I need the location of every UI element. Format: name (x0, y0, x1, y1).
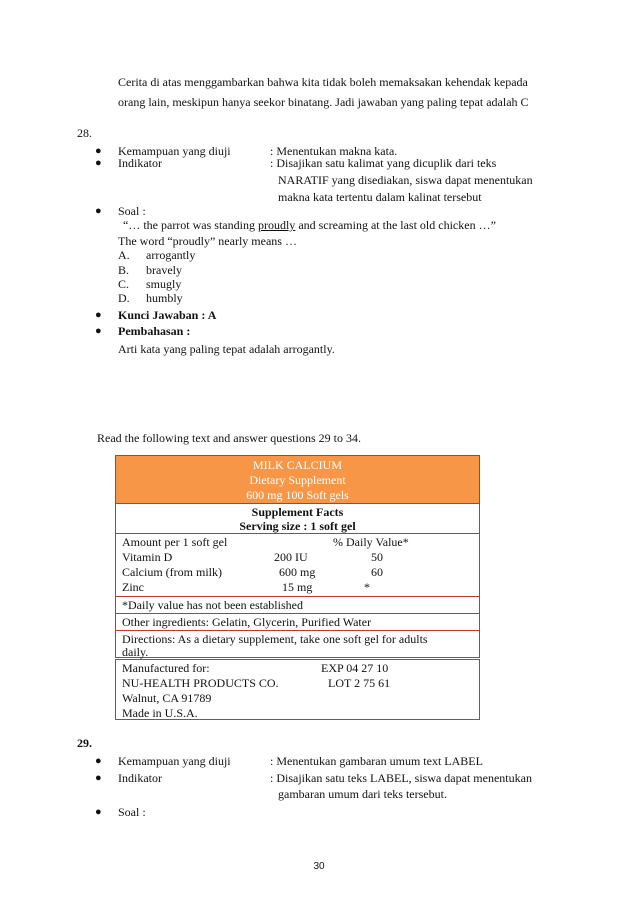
lot-number: LOT 2 75 61 (328, 676, 391, 690)
page-number: 30 (313, 861, 325, 872)
q29-indikator-label: Indikator (118, 771, 162, 785)
q29-indikator-line-2: gambaran umum dari teks tersebut. (278, 787, 447, 801)
bullet-icon: ● (95, 145, 102, 157)
option-letter: D. (118, 291, 130, 305)
daily-value-footnote-row (115, 596, 480, 614)
daily-value-footnote: *Daily value has not been established (122, 598, 303, 612)
question-29-number: 29. (77, 736, 92, 750)
q28-option-b (118, 263, 129, 278)
nutrient-table (115, 533, 480, 597)
q28-soal-label: Soal : (118, 204, 146, 218)
q28-quote (123, 218, 496, 233)
nutrient-name: Zinc (122, 580, 144, 594)
nutrient-amount: 600 mg (279, 565, 316, 579)
q29-soal-label: Soal : (118, 805, 146, 819)
q28-option-d (118, 291, 130, 306)
nutrient-dv: 50 (371, 550, 383, 564)
q28-option-c (118, 277, 129, 292)
q29-kemampuan-label: Kemampuan yang diuji (118, 754, 231, 768)
bullet-icon: ● (95, 157, 102, 169)
manufacturer-row (115, 659, 480, 720)
quote-text-after: and screaming at the last old chicken …” (295, 218, 496, 232)
label-title-2: Dietary Supplement (249, 473, 346, 487)
q28-option-c-text: smugly (146, 277, 182, 291)
q29-indikator-line-1: : Disajikan satu teks LABEL, siswa dapat menentukan (270, 771, 532, 785)
supplement-label (115, 455, 480, 720)
nutrient-dv: 60 (371, 565, 383, 579)
directions-line-1: Directions: As a dietary supplement, take one soft gel for adults (122, 632, 428, 646)
other-ingredients: Other ingredients: Gelatin, Glycerin, Purified Water (122, 615, 372, 629)
option-letter: C. (118, 277, 130, 291)
option-letter: A. (118, 248, 130, 262)
bullet-icon: ● (95, 325, 102, 337)
option-letter: B. (118, 263, 130, 277)
manufactured-for-label: Manufactured for: (122, 661, 210, 675)
bullet-icon: ● (95, 806, 102, 818)
label-title-3: 600 mg 100 Soft gels (246, 488, 349, 502)
q28-question: The word “proudly” nearly means … (118, 234, 297, 248)
directions-row (115, 630, 480, 658)
label-title-1: MILK CALCIUM (253, 458, 342, 472)
bullet-icon: ● (95, 772, 102, 784)
reading-instruction: Read the following text and answer questions 29 to 34. (97, 431, 361, 445)
supplement-facts-title: Supplement Facts (251, 505, 344, 519)
q28-indikator-line-2: NARATIF yang disediakan, siswa dapat menentukan (278, 173, 533, 187)
q28-kunci-jawaban: Kunci Jawaban : A (118, 308, 217, 322)
directions-line-2: daily. (122, 645, 149, 659)
intro-line-2: orang lain, meskipun hanya seekor binatang. Jadi jawaban yang paling tepat adalah C (118, 95, 529, 109)
q28-kemampuan-value: : Menentukan makna kata. (270, 144, 398, 158)
nutrient-name: Calcium (from milk) (122, 565, 222, 579)
q28-indikator-line-3: makna kata tertentu dalam kalinat tersebut (278, 190, 482, 204)
q28-pembahasan-text: Arti kata yang paling tepat adalah arrogantly. (118, 342, 335, 356)
q28-option-d-text: humbly (146, 291, 183, 305)
q28-pembahasan-label: Pembahasan : (118, 324, 191, 338)
q28-indikator-line-1: : Disajikan satu kalimat yang dicuplik dari teks (270, 156, 497, 170)
q28-option-a (118, 248, 130, 263)
quote-text-before: “… the parrot was standing (123, 218, 258, 232)
q28-indikator-label: Indikator (118, 156, 162, 170)
company-address: Walnut, CA 91789 (122, 691, 212, 705)
question-28-number: 28. (77, 126, 92, 140)
nutrient-amount: 15 mg (282, 580, 313, 594)
quote-underlined-word: proudly (257, 218, 296, 232)
q28-option-a-text: arrogantly (146, 248, 196, 262)
serving-size: Serving size : 1 soft gel (239, 519, 356, 533)
daily-value-header: % Daily Value* (333, 535, 409, 549)
bullet-icon: ● (95, 755, 102, 767)
ingredients-row (115, 613, 480, 631)
q29-kemampuan-value: : Menentukan gambaran umum text LABEL (270, 754, 483, 768)
made-in: Made in U.S.A. (122, 706, 198, 720)
label-title-block (115, 455, 480, 504)
bullet-icon: ● (95, 309, 102, 321)
nutrient-dv: * (364, 580, 370, 594)
nutrient-amount: 200 IU (274, 550, 308, 564)
q28-kemampuan-label: Kemampuan yang diuji (118, 144, 231, 158)
amount-header: Amount per 1 soft gel (122, 535, 228, 549)
nutrient-name: Vitamin D (122, 550, 173, 564)
expiry-date: EXP 04 27 10 (321, 661, 389, 675)
intro-line-1: Cerita di atas menggambarkan bahwa kita tidak boleh memaksakan kehendak kepada (118, 75, 528, 89)
q28-option-b-text: bravely (146, 263, 182, 277)
bullet-icon: ● (95, 205, 102, 217)
company-name: NU-HEALTH PRODUCTS CO. (122, 676, 279, 690)
label-facts-header (115, 503, 480, 534)
